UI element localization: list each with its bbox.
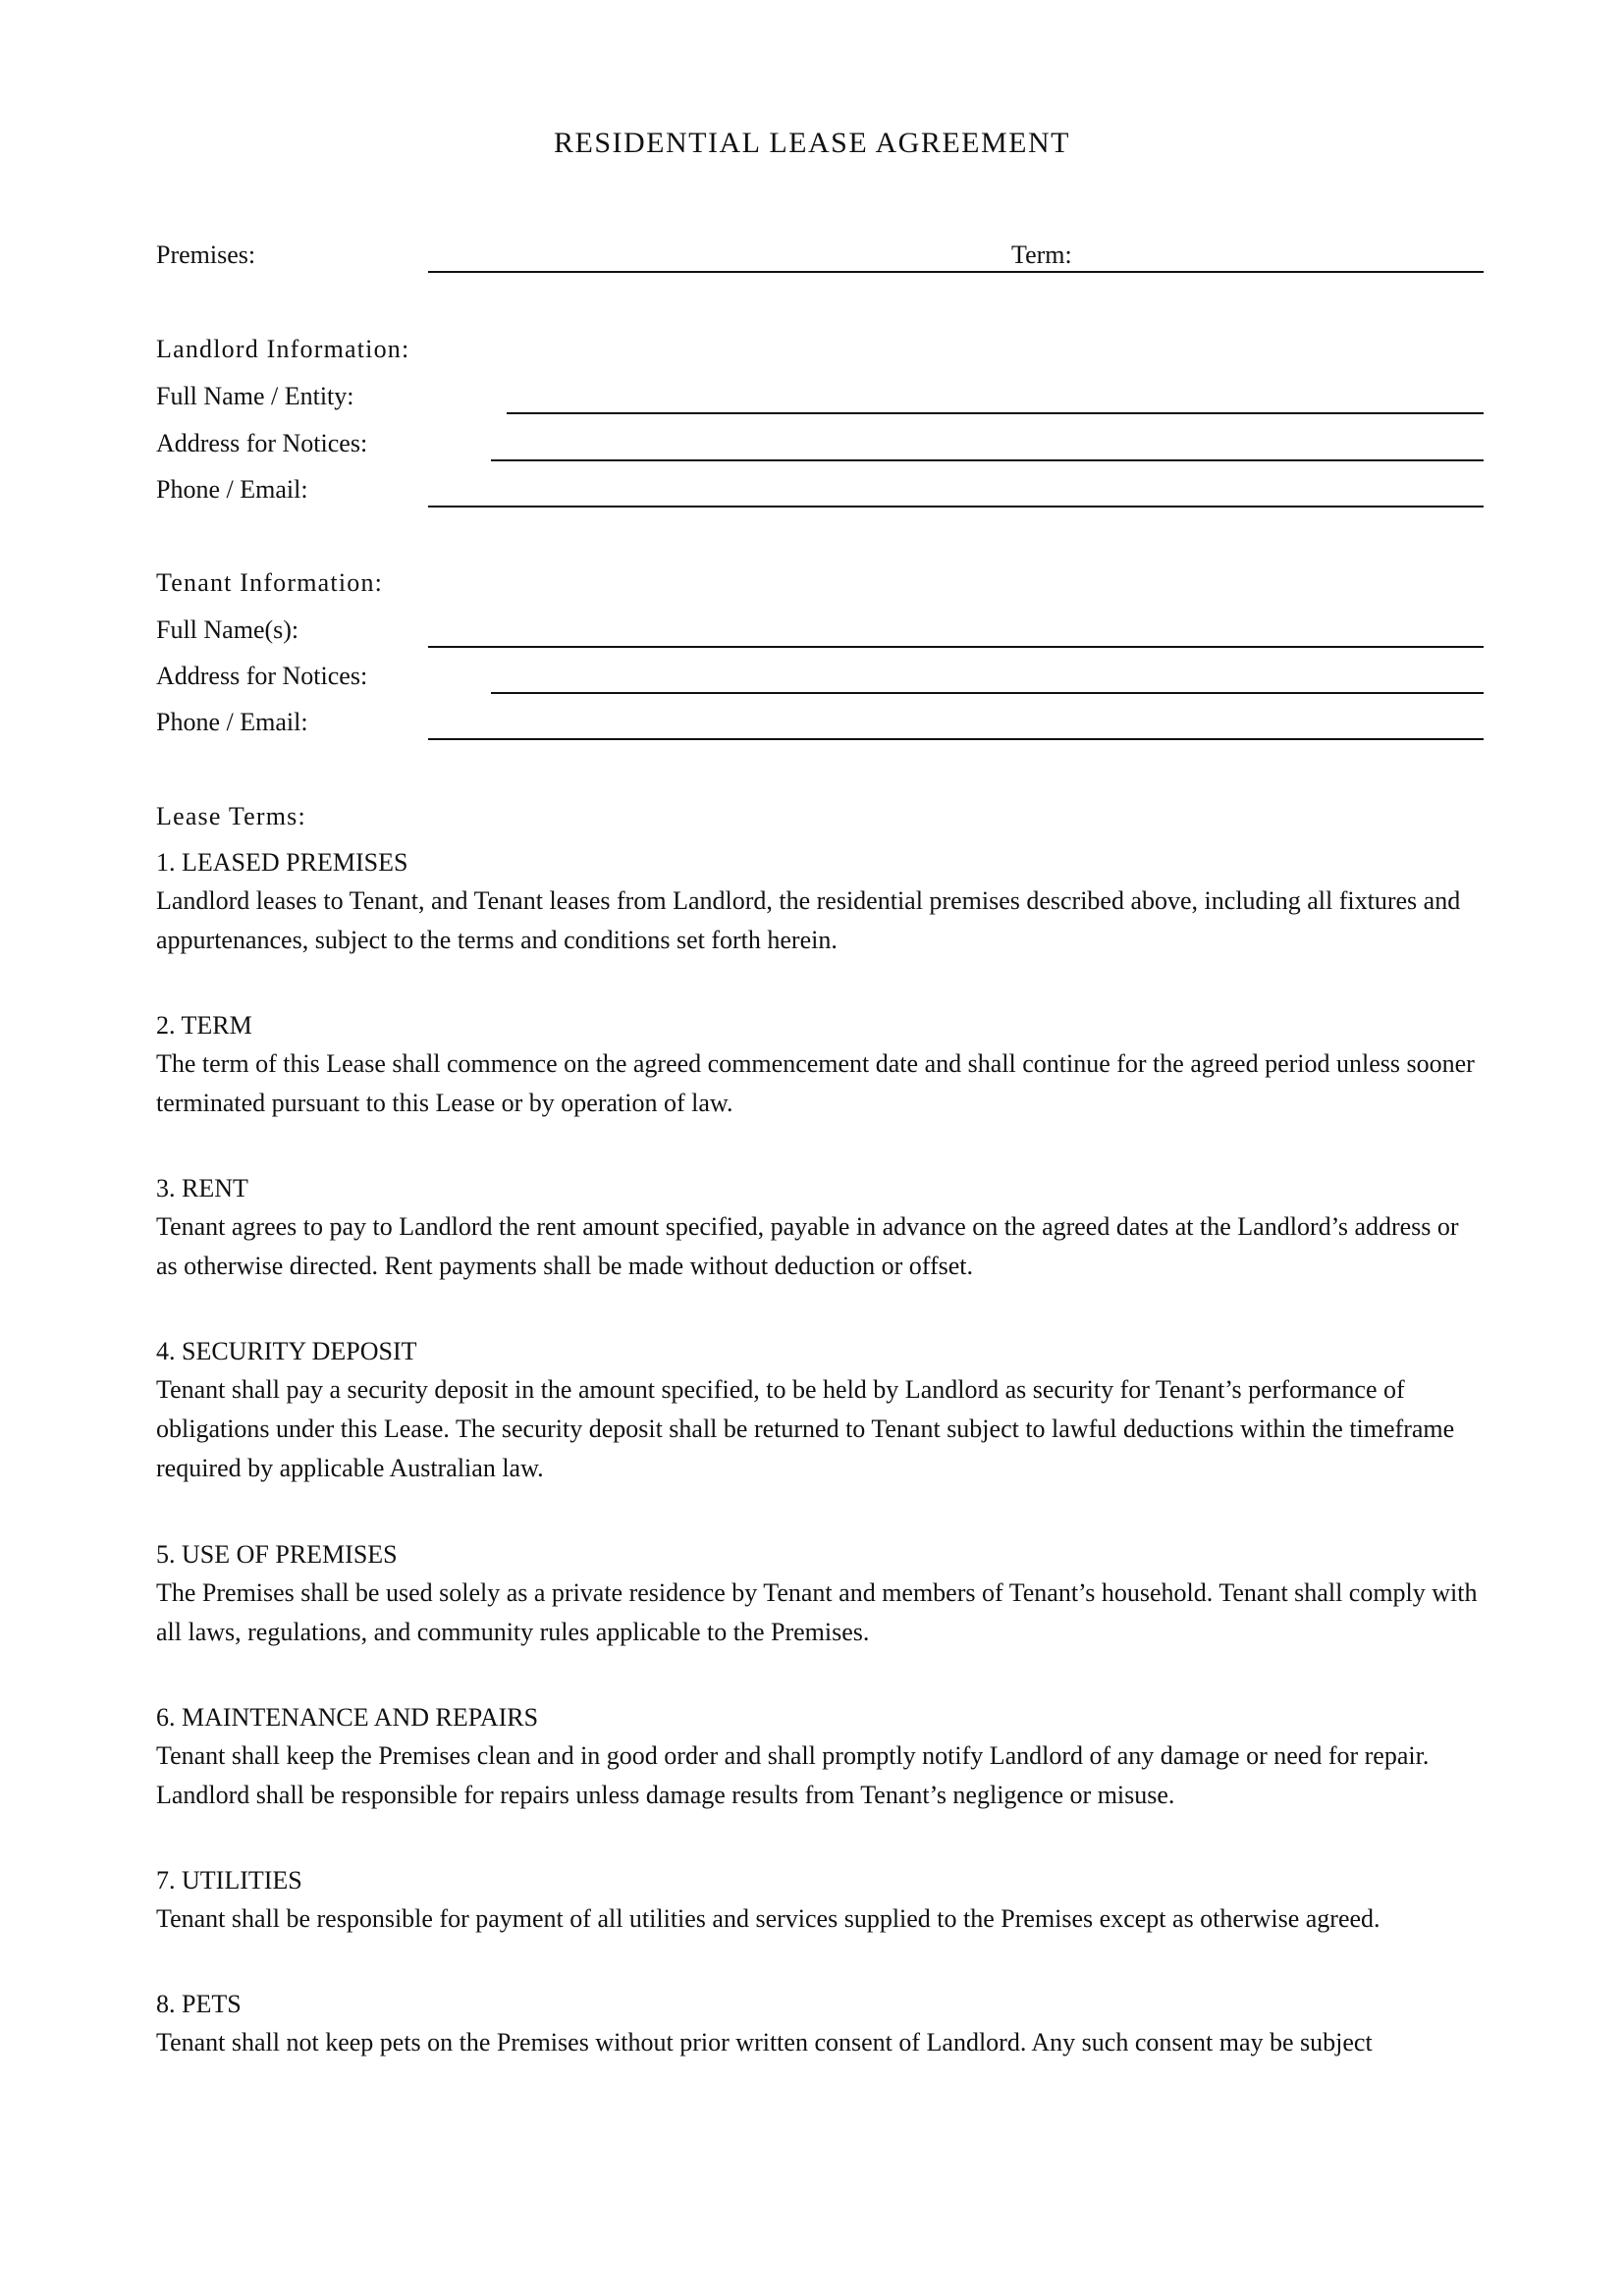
document-title: RESIDENTIAL LEASE AGREEMENT (553, 127, 1070, 159)
landlord-name-label: Full Name / Entity: (156, 382, 354, 410)
clause-title: 4. SECURITY DEPOSIT (156, 1337, 417, 1365)
tenant-address-label: Address for Notices: (156, 662, 368, 690)
clause-title: 5. USE OF PREMISES (156, 1540, 398, 1569)
premises-label: Premises: (156, 240, 256, 269)
clause-title: 3. RENT (156, 1174, 248, 1202)
clause-body: Tenant agrees to pay to Landlord the rent amount specified, payable in advance on the agreed dates at the Landlord’s address or as otherwise directed. Rent payments shall be made without deduction or offset. (156, 1212, 1459, 1280)
clause-title: 1. LEASED PREMISES (156, 848, 408, 877)
clause-body: Tenant shall pay a security deposit in the amount specified, to be held by Landlord as security for Tenant’s performance of obligations under this Lease. The security deposit shall be returned to Tenant subject to lawful deductions within the timeframe required by applicable Australian law. (156, 1375, 1455, 1482)
clause-body: Tenant shall be responsible for payment of all utilities and services supplied to the Premises except as otherwise agreed. (156, 1904, 1380, 1933)
tenant-contact-label: Phone / Email: (156, 708, 308, 736)
clause-security-deposit (156, 1333, 1484, 1488)
clause-leased-premises (156, 844, 1484, 960)
clause-use-of-premises (156, 1536, 1484, 1652)
landlord-section-heading: Landlord Information: (156, 335, 410, 363)
premises-term-field-line[interactable] (428, 271, 1484, 273)
clause-body: Landlord leases to Tenant, and Tenant leases from Landlord, the residential premises described above, including all fixtures and appurtenances, subject to the terms and conditions set forth herein. (156, 886, 1461, 954)
term-label: Term: (1011, 240, 1072, 269)
tenant-name-field-line[interactable] (428, 646, 1484, 648)
clause-utilities (156, 1862, 1484, 1939)
landlord-contact-field-line[interactable] (428, 506, 1484, 507)
tenant-address-field-line[interactable] (491, 692, 1484, 694)
clause-body: Tenant shall not keep pets on the Premises without prior written consent of Landlord. Any such consent may be subject (156, 2028, 1373, 2056)
clause-body: Tenant shall keep the Premises clean and in good order and shall promptly notify Landlord of any damage or need for repair. Landlord shall be responsible for repairs unless damage results from Tenant’s negligence or misuse. (156, 1741, 1430, 1809)
clause-pets (156, 1986, 1484, 2062)
landlord-address-field-line[interactable] (491, 459, 1484, 461)
clause-body: The Premises shall be used solely as a private residence by Tenant and members of Tenant’s household. Tenant shall comply with all laws, regulations, and community rules applicable to the Premises. (156, 1578, 1478, 1646)
landlord-name-field-line[interactable] (507, 412, 1484, 414)
clause-title: 7. UTILITIES (156, 1866, 302, 1895)
landlord-address-label: Address for Notices: (156, 429, 368, 457)
clause-maintenance-and-repairs (156, 1699, 1484, 1815)
lease-terms-heading: Lease Terms: (156, 802, 306, 830)
clause-term (156, 1007, 1484, 1123)
clause-body: The term of this Lease shall commence on the agreed commencement date and shall continue for the agreed period unless sooner terminated pursuant to this Lease or by operation of law. (156, 1049, 1475, 1117)
tenant-section-heading: Tenant Information: (156, 568, 384, 597)
tenant-name-label: Full Name(s): (156, 615, 299, 644)
clause-rent (156, 1170, 1484, 1286)
tenant-contact-field-line[interactable] (428, 738, 1484, 740)
landlord-contact-label: Phone / Email: (156, 475, 308, 504)
clause-title: 8. PETS (156, 1990, 242, 2018)
clause-title: 2. TERM (156, 1011, 252, 1040)
clause-title: 6. MAINTENANCE AND REPAIRS (156, 1703, 539, 1732)
